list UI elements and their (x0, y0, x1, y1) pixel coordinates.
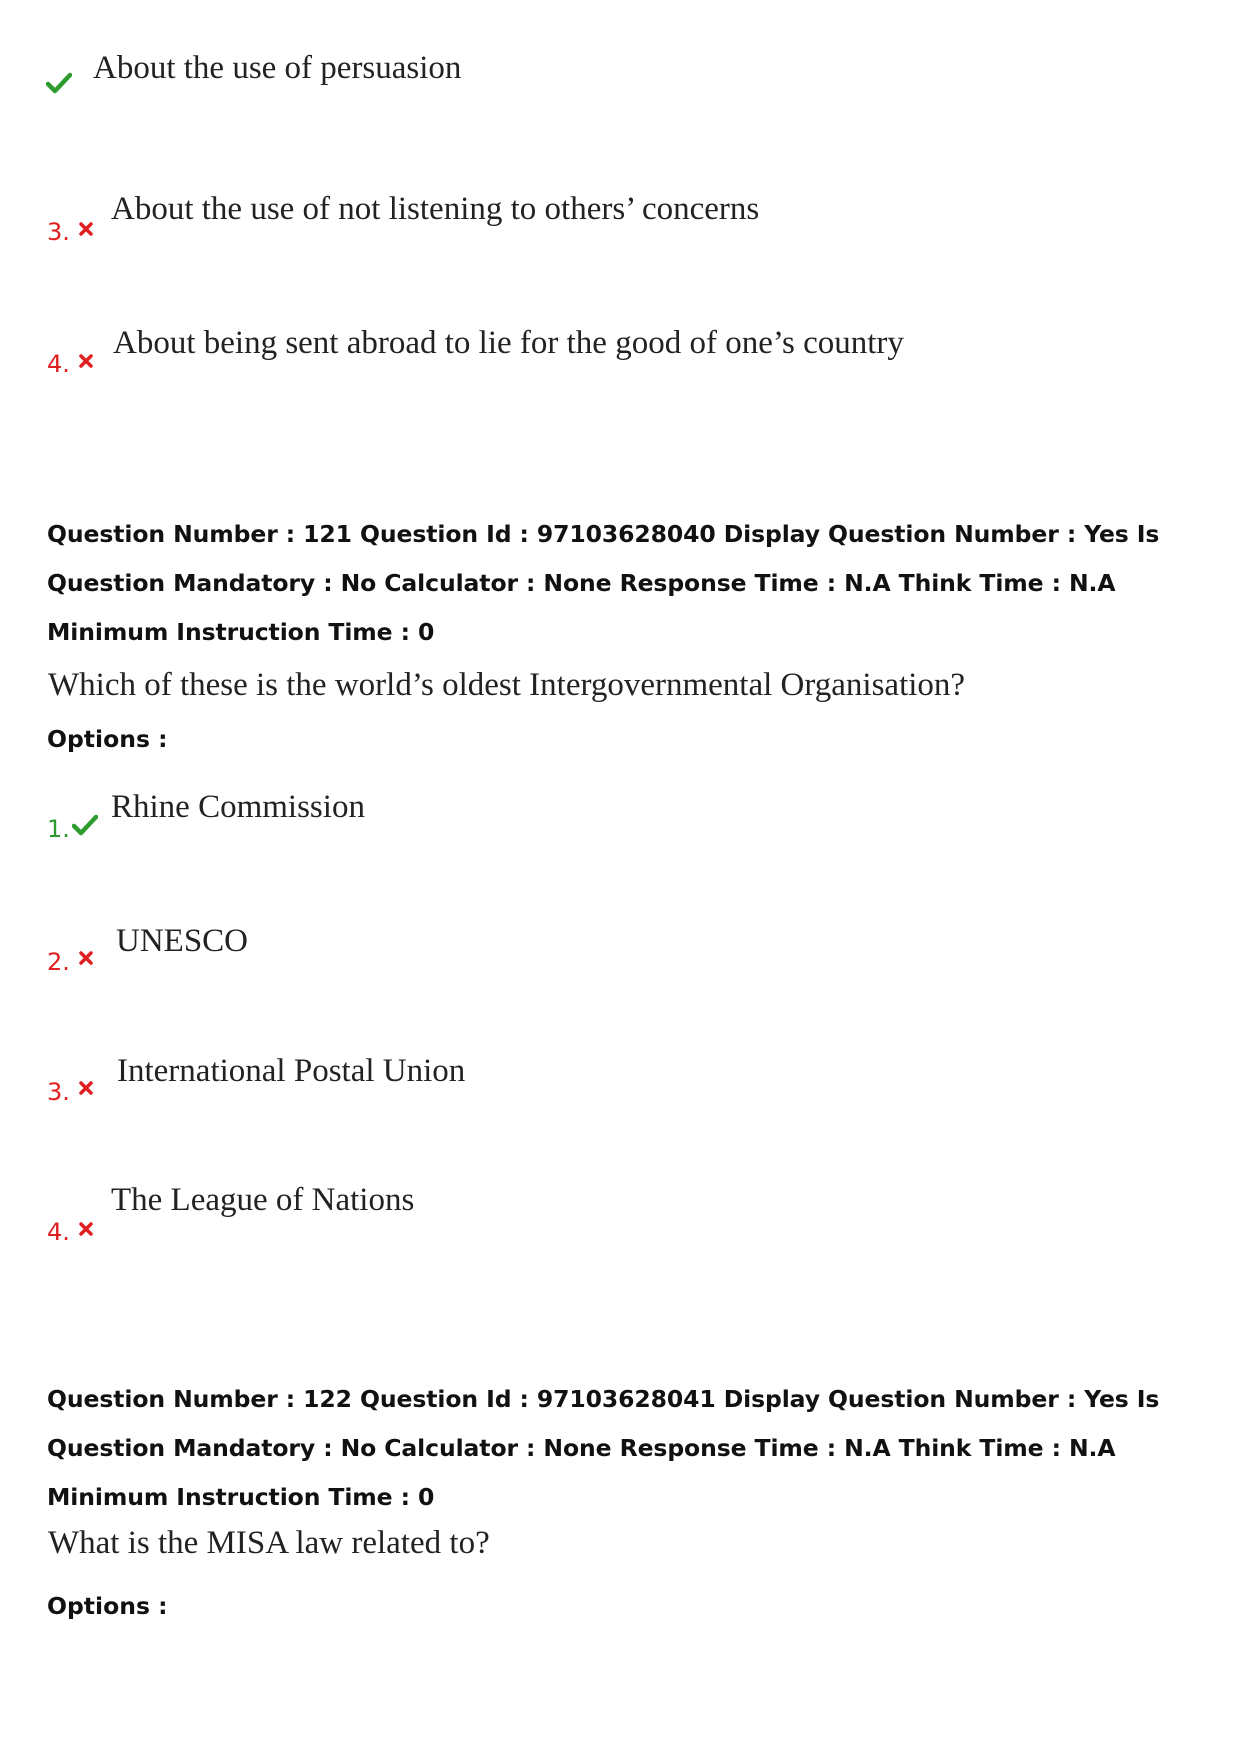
option-number: 3. (47, 218, 70, 246)
option-number: 3. (47, 1078, 70, 1106)
question-meta: Question Number : 121 Question Id : 97103628040 Display Question Number : Yes Is Question Mandatory : No Calculator : None Response Time : N.A Think Time : N.A Minimum Instruction Time : 0 (47, 520, 1160, 646)
option-number: 4. (47, 1218, 70, 1246)
option-number: 1. (47, 815, 70, 843)
option-text: International Postal Union (117, 1053, 466, 1089)
cross-icon (79, 221, 93, 240)
option-number: 2. (47, 948, 70, 976)
option-number: 4. (47, 350, 70, 378)
option-text: UNESCO (116, 923, 249, 959)
check-icon (72, 814, 98, 840)
cross-icon (79, 353, 93, 372)
option-text: Rhine Commission (111, 789, 365, 825)
option-text: About the use of not listening to others’ concerns (111, 191, 760, 227)
option-text: About the use of persuasion (93, 50, 462, 86)
options-label: Options : (47, 725, 168, 753)
question-text: Which of these is the world’s oldest Intergovernmental Organisation? (48, 667, 966, 703)
question-text: What is the MISA law related to? (48, 1525, 490, 1561)
question-meta: Question Number : 122 Question Id : 97103628041 Display Question Number : Yes Is Question Mandatory : No Calculator : None Response Time : N.A Think Time : N.A Minimum Instruction Time : 0 (47, 1385, 1160, 1511)
cross-icon (79, 1221, 93, 1240)
option-text: The League of Nations (111, 1182, 415, 1218)
cross-icon (79, 950, 93, 969)
cross-icon (79, 1080, 93, 1099)
option-text: About being sent abroad to lie for the good of one’s country (113, 325, 904, 361)
options-label: Options : (47, 1592, 168, 1620)
check-icon (46, 72, 72, 98)
